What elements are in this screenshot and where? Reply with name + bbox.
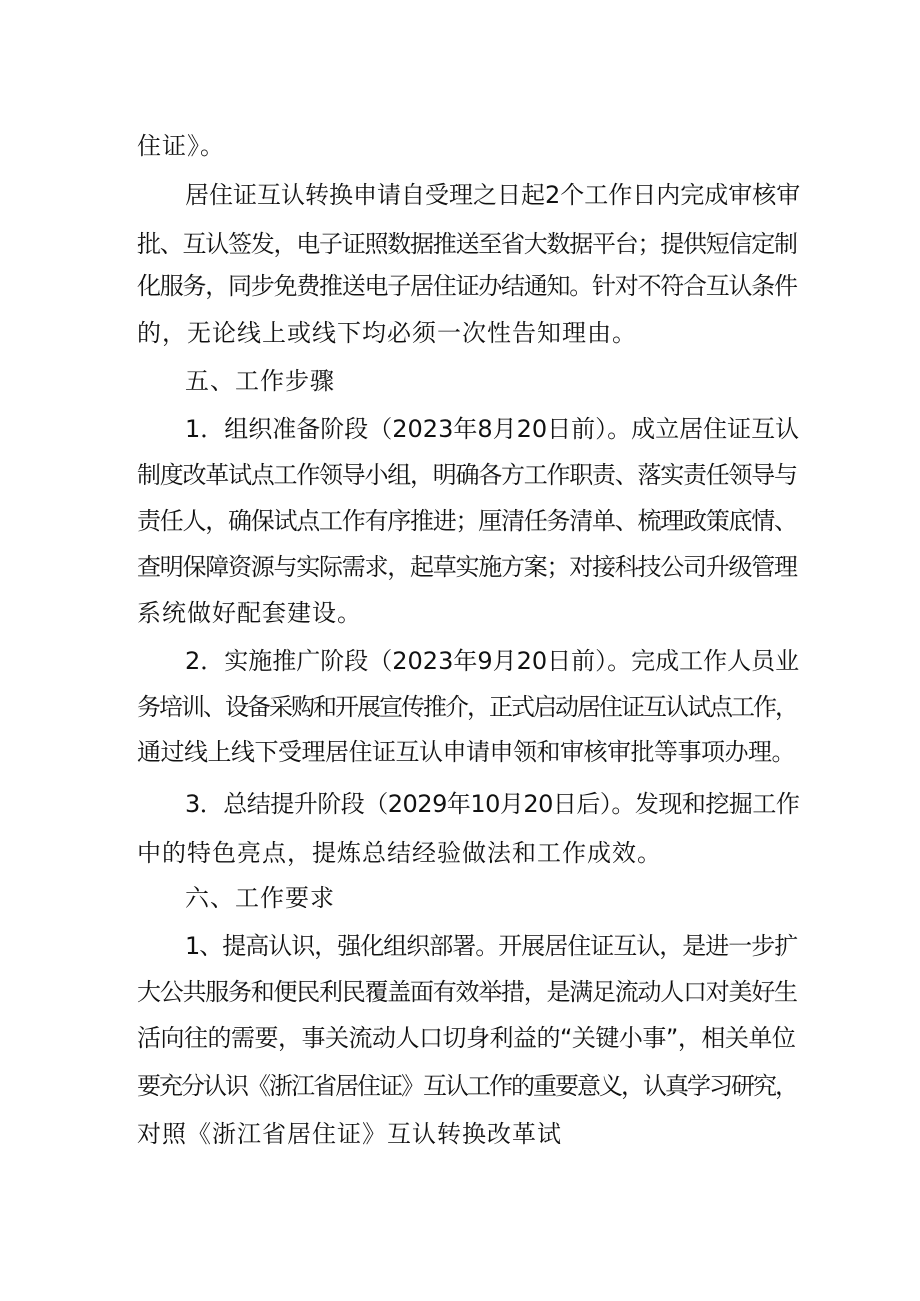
paragraph-line: 居住证互认转换申请自受理之日起2个工作日内完成审核审 bbox=[185, 181, 801, 209]
section-heading: 六、工作要求 bbox=[185, 884, 335, 912]
paragraph-line: 通过线上线下受理居住证互认申请申领和审核审批等事项办理。 bbox=[137, 738, 795, 766]
section-heading: 五、工作步骤 bbox=[185, 367, 335, 395]
paragraph-line: 1．组织准备阶段（2023年8月20日前）。成立居住证互认 bbox=[185, 415, 800, 443]
paragraph-line: 制度改革试点工作领导小组，明确各方工作职责、落实责任领导与 bbox=[137, 461, 797, 489]
paragraph-line: 查明保障资源与实际需求，起草实施方案；对接科技公司升级管理 bbox=[137, 553, 797, 581]
paragraph-line: 3．总结提升阶段（2029年10月20日后）。发现和挖掘工作 bbox=[185, 790, 800, 818]
paragraph-line: 活向往的需要，事关流动人口切身利益的“关键小事”，相关单位 bbox=[137, 1024, 796, 1052]
paragraph-line: 务培训、设备采购和开展宣传推介，正式启动居住证互认试点工作， bbox=[137, 693, 797, 721]
paragraph-line: 化服务，同步免费推送电子居住证办结通知。针对不符合互认条件 bbox=[137, 272, 797, 300]
paragraph-line: 1、提高认识，强化组织部署。开展居住证互认，是进一步扩 bbox=[185, 932, 798, 960]
paragraph-line: 的，无论线上或线下均必须一次性告知理由。 bbox=[137, 319, 637, 347]
paragraph-line: 责任人，确保试点工作有序推进；厘清任务清单、梳理政策底情、 bbox=[137, 507, 797, 535]
paragraph-line: 大公共服务和便民利民覆盖面有效举措，是满足流动人口对美好生 bbox=[137, 978, 797, 1006]
paragraph-line: 要充分认识《浙江省居住证》互认工作的重要意义，认真学习研究， bbox=[137, 1072, 797, 1100]
paragraph-line: 住证》。 bbox=[137, 132, 225, 160]
paragraph-line: 2．实施推广阶段（2023年9月20日前）。完成工作人员业 bbox=[185, 647, 800, 675]
paragraph-line: 中的特色亮点，提炼总结经验做法和工作成效。 bbox=[137, 839, 662, 867]
paragraph-line: 对照《浙江省居住证》互认转换改革试 bbox=[137, 1120, 562, 1148]
paragraph-line: 批、互认签发，电子证照数据推送至省大数据平台；提供短信定制 bbox=[137, 230, 797, 258]
paragraph-line: 系统做好配套建设。 bbox=[137, 599, 362, 627]
